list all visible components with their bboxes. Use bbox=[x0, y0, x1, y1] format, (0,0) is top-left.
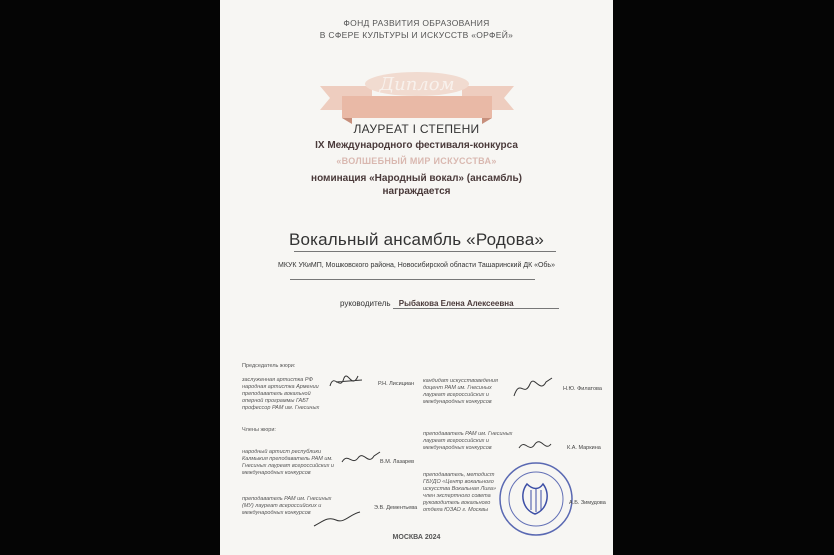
fund-name-line1: ФОНД РАЗВИТИЯ ОБРАЗОВАНИЯ bbox=[343, 18, 490, 28]
festival-title: IX Международного фестиваля-конкурса bbox=[315, 140, 518, 151]
jury-member1-name: В.М. Лазарев bbox=[380, 459, 415, 465]
signature-member2 bbox=[312, 508, 362, 530]
jury-members-label: Члены жюри: bbox=[242, 427, 276, 433]
jury-chair-desc: заслуженная артистка РФ народная артистка Армении преподаватель вокальной оперной программы ГАБТ профессор РАМ им. Гнесиных bbox=[242, 377, 320, 411]
festival-name: «ВОЛШЕБНЫЙ МИР ИСКУССТВА» bbox=[336, 156, 497, 166]
jury-chair-name: Р.Н. Лисициан bbox=[378, 381, 415, 387]
nomination: номинация «Народный вокал» (ансамбль) bbox=[311, 173, 522, 184]
jury-member2-name: Э.В. Дементьева bbox=[374, 505, 418, 511]
diploma-document bbox=[220, 0, 613, 555]
leader-line bbox=[340, 299, 559, 309]
organization-underline bbox=[290, 279, 535, 280]
signature-chair bbox=[328, 370, 364, 394]
jury-member3-name: Н.Ю. Филатова bbox=[563, 386, 602, 392]
jury-chair-label: Председатель жюри: bbox=[242, 363, 296, 369]
city-year: МОСКВА 2024 bbox=[392, 534, 441, 541]
leader-name: Рыбакова Елена Алексеевна bbox=[393, 299, 559, 309]
winner-name: Вокальный ансамбль «Родова» bbox=[288, 230, 545, 249]
diploma-banner-ribbon bbox=[312, 66, 522, 126]
jury-member3-desc: кандидат искусствоведения доцент РАМ им. Гнесиных лауреат всероссийских и международных конкурсов bbox=[423, 378, 498, 405]
jury-member5-name: А.Б. Зимудова bbox=[569, 500, 606, 506]
banner-title: Диплом bbox=[379, 74, 455, 95]
jury-member2-desc: преподаватель РАМ им. Гнесиных (МУ) лауреат всероссийских и международных конкурсов bbox=[242, 496, 332, 516]
signature-member4 bbox=[517, 434, 553, 458]
fund-name-line2: В СФЕРЕ КУЛЬТУРЫ И ИСКУССТВ «ОРФЕЙ» bbox=[319, 30, 514, 40]
organization-stamp bbox=[497, 460, 575, 538]
leader-label: руководитель bbox=[340, 299, 391, 308]
signature-member3 bbox=[510, 372, 554, 402]
jury-member5-desc: преподаватель, методист ГБУДО «Центр вокального искусства Вокальная Лига» член экспертного совета руководитель вокального отдела ЮЗАО г. Москвы bbox=[423, 472, 497, 513]
winner-underline bbox=[294, 251, 556, 252]
signature-member1 bbox=[340, 448, 382, 470]
jury-member4-name: К.А. Маркина bbox=[567, 445, 601, 451]
awarded-label: награждается bbox=[382, 186, 451, 197]
organization: МКУК УКиМП, Мошковского района, Новосибирской области Ташаринский ДК «Обь» bbox=[278, 262, 555, 269]
jury-member1-desc: народный артист республики Калмыкия преподаватель РАМ им. Гнесиных лауреат всероссийских и международных конкурсов bbox=[242, 449, 334, 476]
jury-member4-desc: преподаватель РАМ им. Гнесиных лауреат всероссийских и международных конкурсов bbox=[423, 431, 513, 451]
laureate-title: ЛАУРЕАТ I СТЕПЕНИ bbox=[353, 122, 480, 136]
